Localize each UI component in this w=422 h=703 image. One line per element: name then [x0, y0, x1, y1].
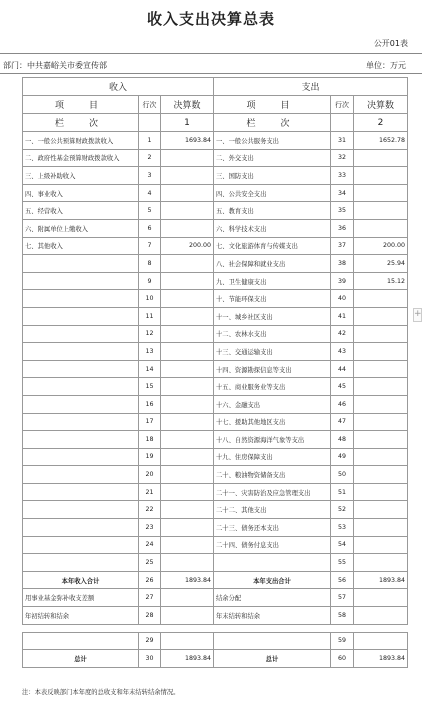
income-amount — [161, 219, 214, 237]
expense-amount — [354, 501, 408, 519]
table-row — [23, 519, 408, 537]
expense-amount — [354, 536, 408, 554]
income-item: 年初结转和结余 — [23, 607, 139, 625]
expense-line-no: 51 — [331, 483, 354, 501]
table-row — [23, 149, 408, 167]
income-line-no: 27 — [139, 589, 161, 607]
income-amount — [161, 632, 214, 650]
table-row — [23, 431, 408, 449]
expense-item: 四、公共安全支出 — [214, 184, 331, 202]
income-header: 收入 — [23, 78, 214, 96]
expense-amount — [354, 519, 408, 537]
expense-line-no: 44 — [331, 360, 354, 378]
table-row — [23, 378, 408, 396]
table-row — [23, 255, 408, 273]
income-line-no: 24 — [139, 536, 161, 554]
expense-item-header: 项 目 — [214, 96, 331, 114]
expense-item: 一、一般公共服务支出 — [214, 132, 331, 150]
table-row — [23, 167, 408, 185]
expense-line-header: 行次 — [331, 96, 354, 114]
income-amount — [161, 149, 214, 167]
expense-amount — [354, 290, 408, 308]
income-line-no: 21 — [139, 483, 161, 501]
expense-total-line-no: 56 — [331, 571, 354, 589]
income-amount — [161, 536, 214, 554]
expense-line-no: 37 — [331, 237, 354, 255]
expense-grand-line-no: 60 — [331, 650, 354, 668]
income-column-label: 栏 次 — [23, 114, 139, 132]
table-row — [23, 290, 408, 308]
income-line-no: 25 — [139, 554, 161, 572]
expense-item: 二十四、债务付息支出 — [214, 536, 331, 554]
expense-item: 十七、援助其他地区支出 — [214, 413, 331, 431]
table-row — [23, 307, 408, 325]
income-item: 三、上级补助收入 — [23, 167, 139, 185]
expense-item: 九、卫生健康支出 — [214, 272, 331, 290]
expense-amount — [354, 395, 408, 413]
expense-amount — [354, 360, 408, 378]
grand-total-row — [23, 650, 408, 668]
footnote: 注：本表反映部门本年度的总收支和年末结转结余情况。 — [22, 689, 180, 696]
income-amount — [161, 378, 214, 396]
expense-line-no: 50 — [331, 466, 354, 484]
income-amount — [161, 290, 214, 308]
expense-amount — [354, 149, 408, 167]
income-item — [23, 413, 139, 431]
table-row — [23, 483, 408, 501]
table-row — [23, 413, 408, 431]
income-column-number: 1 — [161, 114, 214, 132]
expense-item — [214, 554, 331, 572]
totals-row — [23, 571, 408, 589]
expense-item: 十一、城乡社区支出 — [214, 307, 331, 325]
income-column-blank — [139, 114, 161, 132]
table-row — [23, 466, 408, 484]
income-amount — [161, 448, 214, 466]
expense-amount — [354, 343, 408, 361]
expense-item: 十、节能环保支出 — [214, 290, 331, 308]
income-item — [23, 536, 139, 554]
expand-icon[interactable]: + — [413, 308, 422, 322]
table-row — [23, 237, 408, 255]
income-line-no: 29 — [139, 632, 161, 650]
income-item: 一、一般公共预算财政拨款收入 — [23, 132, 139, 150]
income-item — [23, 360, 139, 378]
table-row — [23, 554, 408, 572]
table-row — [23, 202, 408, 220]
income-line-no: 10 — [139, 290, 161, 308]
income-item — [23, 519, 139, 537]
expense-item — [214, 632, 331, 650]
expense-total-amount: 1893.84 — [354, 571, 408, 589]
expense-amount — [354, 202, 408, 220]
income-item — [23, 632, 139, 650]
income-item — [23, 483, 139, 501]
divider — [0, 73, 422, 74]
expense-amount — [354, 167, 408, 185]
expense-line-no: 53 — [331, 519, 354, 537]
balance-row — [23, 607, 408, 625]
expense-amount: 15.12 — [354, 272, 408, 290]
income-amount — [161, 413, 214, 431]
income-amount — [161, 466, 214, 484]
expense-item: 二十二、其他支出 — [214, 501, 331, 519]
spacer-cell — [23, 624, 408, 632]
income-item: 二、政府性基金预算财政拨款收入 — [23, 149, 139, 167]
expense-header: 支出 — [214, 78, 408, 96]
income-line-no: 22 — [139, 501, 161, 519]
income-grand-label: 总计 — [23, 650, 139, 668]
expense-amount — [354, 413, 408, 431]
expense-grand-amount: 1893.84 — [354, 650, 408, 668]
expense-line-no: 34 — [331, 184, 354, 202]
income-item: 用事业基金弥补收支差额 — [23, 589, 139, 607]
expense-total-label: 本年支出合计 — [214, 571, 331, 589]
expense-line-no: 43 — [331, 343, 354, 361]
expense-amount: 25.94 — [354, 255, 408, 273]
expense-amount: 1652.78 — [354, 132, 408, 150]
income-total-amount: 1893.84 — [161, 571, 214, 589]
income-amount — [161, 501, 214, 519]
income-item — [23, 307, 139, 325]
income-total-line-no: 26 — [139, 571, 161, 589]
income-item — [23, 431, 139, 449]
income-grand-line-no: 30 — [139, 650, 161, 668]
expense-line-no: 40 — [331, 290, 354, 308]
income-amount-header: 决算数 — [161, 96, 214, 114]
income-line-no: 20 — [139, 466, 161, 484]
expense-line-no: 58 — [331, 607, 354, 625]
income-line-no: 5 — [139, 202, 161, 220]
income-item — [23, 255, 139, 273]
expense-item: 十八、自然资源海洋气象等支出 — [214, 431, 331, 449]
expense-amount — [354, 466, 408, 484]
income-line-no: 15 — [139, 378, 161, 396]
expense-line-no: 52 — [331, 501, 354, 519]
expense-item: 十九、住房保障支出 — [214, 448, 331, 466]
income-line-no: 18 — [139, 431, 161, 449]
column-number-row — [23, 114, 408, 132]
table-row — [23, 501, 408, 519]
expense-line-no: 46 — [331, 395, 354, 413]
expense-item: 十二、农林水支出 — [214, 325, 331, 343]
expense-line-no: 49 — [331, 448, 354, 466]
income-line-header: 行次 — [139, 96, 161, 114]
income-amount — [161, 202, 214, 220]
table-row — [23, 448, 408, 466]
income-amount: 200.00 — [161, 237, 214, 255]
income-amount — [161, 184, 214, 202]
table-row — [23, 343, 408, 361]
income-line-no: 28 — [139, 607, 161, 625]
expense-item: 二十、粮油物资储备支出 — [214, 466, 331, 484]
income-item — [23, 378, 139, 396]
income-item: 七、其他收入 — [23, 237, 139, 255]
expense-item: 五、教育支出 — [214, 202, 331, 220]
income-line-no: 1 — [139, 132, 161, 150]
table-row — [23, 184, 408, 202]
expense-amount — [354, 378, 408, 396]
income-total-label: 本年收入合计 — [23, 571, 139, 589]
expense-line-no: 35 — [331, 202, 354, 220]
income-line-no: 13 — [139, 343, 161, 361]
income-amount: 1693.84 — [161, 132, 214, 150]
expense-item: 二十一、灾害防治及应急管理支出 — [214, 483, 331, 501]
income-line-no: 11 — [139, 307, 161, 325]
income-grand-amount: 1893.84 — [161, 650, 214, 668]
expense-column-number: 2 — [354, 114, 408, 132]
expense-amount — [354, 431, 408, 449]
income-line-no: 19 — [139, 448, 161, 466]
expense-line-no: 48 — [331, 431, 354, 449]
expense-line-no: 45 — [331, 378, 354, 396]
expense-item: 十五、商业服务业等支出 — [214, 378, 331, 396]
balance-row — [23, 589, 408, 607]
income-item — [23, 290, 139, 308]
page-title: 收入支出决算总表 — [146, 10, 275, 28]
expense-item: 结余分配 — [214, 589, 331, 607]
expense-line-no: 55 — [331, 554, 354, 572]
department-label: 部门：中共嘉峪关市委宣传部 — [3, 61, 107, 70]
expense-line-no: 36 — [331, 219, 354, 237]
expense-item: 二十三、债务还本支出 — [214, 519, 331, 537]
income-amount — [161, 255, 214, 273]
income-amount — [161, 167, 214, 185]
income-item — [23, 343, 139, 361]
income-item — [23, 325, 139, 343]
income-item — [23, 272, 139, 290]
income-amount — [161, 395, 214, 413]
divider — [0, 53, 422, 54]
income-amount — [161, 325, 214, 343]
expense-item: 三、国防支出 — [214, 167, 331, 185]
expense-column-label: 栏 次 — [214, 114, 331, 132]
expense-item: 八、社会保障和就业支出 — [214, 255, 331, 273]
income-line-no: 3 — [139, 167, 161, 185]
income-line-no: 2 — [139, 149, 161, 167]
table-row — [23, 272, 408, 290]
form-code: 公开01表 — [373, 39, 408, 48]
income-amount — [161, 431, 214, 449]
expense-grand-label: 总计 — [214, 650, 331, 668]
unit-label: 单位：万元 — [366, 61, 406, 70]
income-amount — [161, 483, 214, 501]
expense-item: 六、科学技术支出 — [214, 219, 331, 237]
income-amount — [161, 607, 214, 625]
income-line-no: 4 — [139, 184, 161, 202]
expense-amount-header: 决算数 — [354, 96, 408, 114]
column-header-row — [23, 96, 408, 114]
income-amount — [161, 589, 214, 607]
expense-line-no: 32 — [331, 149, 354, 167]
expense-item: 十四、资源勘探信息等支出 — [214, 360, 331, 378]
income-item — [23, 554, 139, 572]
expense-amount — [354, 448, 408, 466]
expense-item: 年末结转和结余 — [214, 607, 331, 625]
income-line-no: 6 — [139, 219, 161, 237]
income-item — [23, 501, 139, 519]
expense-line-no: 57 — [331, 589, 354, 607]
expense-amount — [354, 607, 408, 625]
income-amount — [161, 307, 214, 325]
income-line-no: 17 — [139, 413, 161, 431]
income-item — [23, 466, 139, 484]
expense-amount — [354, 219, 408, 237]
income-item — [23, 395, 139, 413]
expense-item: 七、文化旅游体育与传媒支出 — [214, 237, 331, 255]
income-item: 五、经营收入 — [23, 202, 139, 220]
income-line-no: 12 — [139, 325, 161, 343]
expense-line-no: 38 — [331, 255, 354, 273]
table-row — [23, 395, 408, 413]
table-row — [23, 219, 408, 237]
expense-amount — [354, 325, 408, 343]
expense-line-no: 47 — [331, 413, 354, 431]
expense-line-no: 41 — [331, 307, 354, 325]
expense-line-no: 59 — [331, 632, 354, 650]
expense-amount — [354, 554, 408, 572]
income-amount — [161, 272, 214, 290]
table-row — [23, 325, 408, 343]
income-amount — [161, 519, 214, 537]
income-line-no: 14 — [139, 360, 161, 378]
income-item — [23, 448, 139, 466]
expense-item: 二、外交支出 — [214, 149, 331, 167]
expense-amount — [354, 632, 408, 650]
expense-amount: 200.00 — [354, 237, 408, 255]
income-amount — [161, 343, 214, 361]
income-line-no: 23 — [139, 519, 161, 537]
section-header-row — [23, 78, 408, 96]
expense-line-no: 39 — [331, 272, 354, 290]
income-item: 四、事业收入 — [23, 184, 139, 202]
expense-item: 十六、金融支出 — [214, 395, 331, 413]
blank-row — [23, 632, 408, 650]
table-row — [23, 536, 408, 554]
expense-amount — [354, 483, 408, 501]
expense-column-blank — [331, 114, 354, 132]
summary-table — [22, 77, 408, 668]
income-line-no: 9 — [139, 272, 161, 290]
expense-line-no: 42 — [331, 325, 354, 343]
spacer-row — [23, 624, 408, 632]
income-item: 六、附属单位上缴收入 — [23, 219, 139, 237]
table-row — [23, 132, 408, 150]
income-amount — [161, 360, 214, 378]
income-line-no: 8 — [139, 255, 161, 273]
expense-amount — [354, 307, 408, 325]
expense-item: 十三、交通运输支出 — [214, 343, 331, 361]
income-amount — [161, 554, 214, 572]
expense-line-no: 31 — [331, 132, 354, 150]
income-item-header: 项 目 — [23, 96, 139, 114]
expense-line-no: 54 — [331, 536, 354, 554]
expense-line-no: 33 — [331, 167, 354, 185]
table-row — [23, 360, 408, 378]
income-line-no: 16 — [139, 395, 161, 413]
expense-amount — [354, 589, 408, 607]
income-line-no: 7 — [139, 237, 161, 255]
expense-amount — [354, 184, 408, 202]
